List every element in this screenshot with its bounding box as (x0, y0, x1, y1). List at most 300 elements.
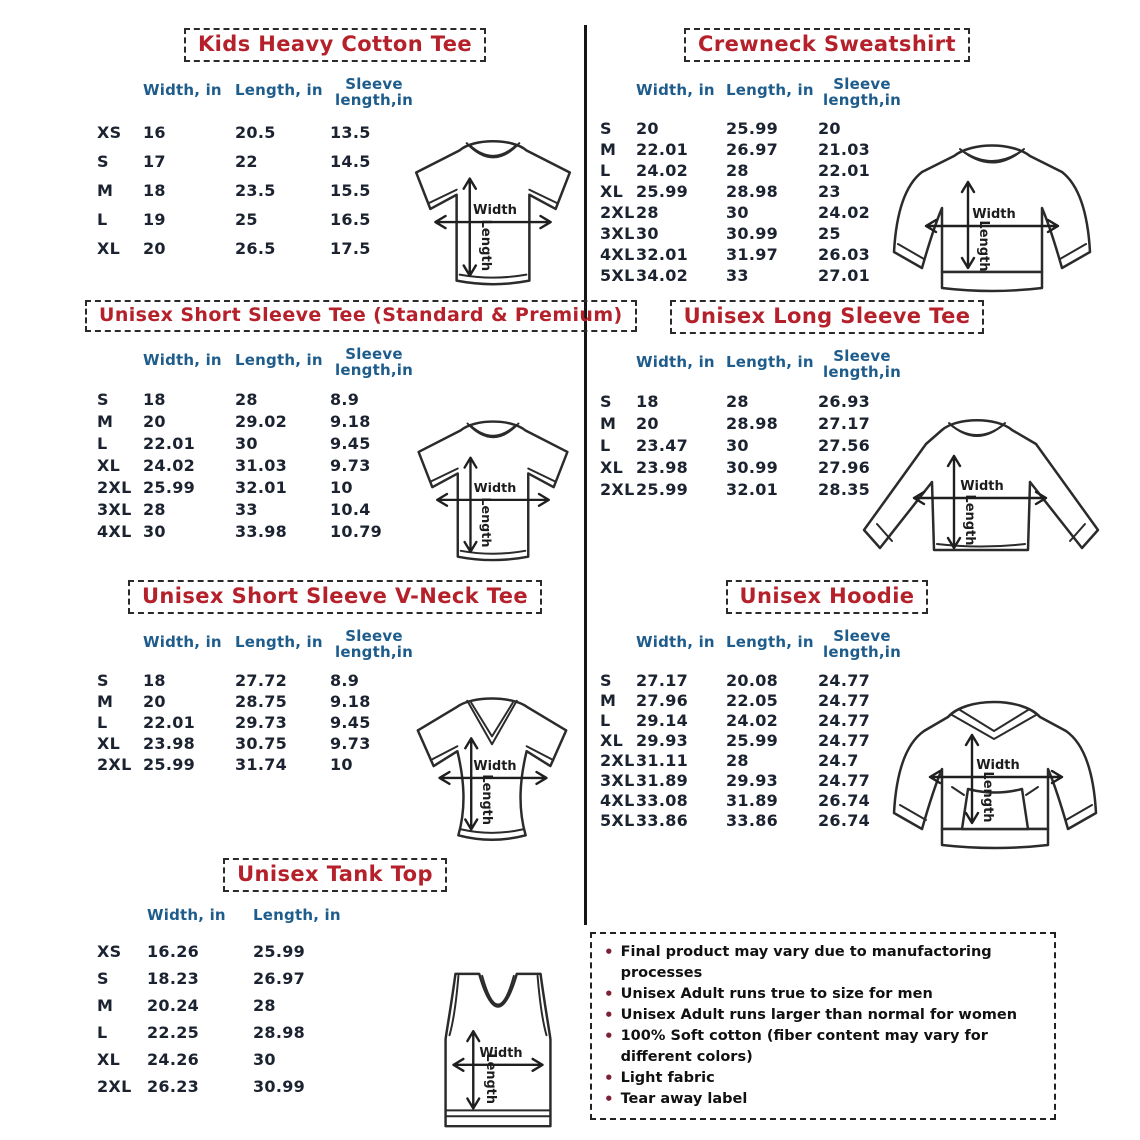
table-row (97, 754, 418, 775)
sleeve-cell: 17.5 (330, 239, 371, 258)
size-cell: 4XL (600, 790, 635, 810)
sleeve-cell: 10.4 (330, 499, 371, 519)
length-label: Length (479, 497, 495, 548)
table-row (97, 234, 418, 263)
size-cell: L (97, 433, 108, 453)
note-item (602, 1068, 1042, 1089)
size-cell: M (97, 692, 114, 711)
size-cell: M (600, 413, 617, 433)
section-title: Unisex Short Sleeve Tee (Standard & Premium) (85, 300, 637, 332)
section-title-row (596, 28, 1122, 62)
width-cell: 24.26 (147, 1050, 200, 1069)
width-label: Width (479, 1045, 523, 1061)
width-cell: 20.24 (147, 996, 200, 1015)
width-cell: 28 (636, 203, 659, 222)
section-title: Crewneck Sweatshirt (684, 28, 970, 62)
size-cell: XL (97, 239, 121, 258)
length-cell: 26.97 (726, 140, 779, 159)
size-table (600, 628, 906, 830)
section-title-row (85, 580, 585, 614)
size-column-header (97, 628, 143, 670)
table-row (600, 710, 906, 730)
table-row (600, 223, 906, 244)
width-column-header: Width, in (636, 81, 715, 99)
bullet-icon: • (604, 1027, 614, 1045)
size-cell: 3XL (600, 770, 635, 790)
note-item (602, 984, 1042, 1005)
section-title-row (596, 300, 1122, 334)
length-cell: 28.98 (726, 413, 779, 433)
length-cell: 28 (235, 389, 258, 409)
table-row (97, 388, 418, 410)
tank-top-illustration (415, 960, 581, 1140)
length-cell: 31.97 (726, 245, 779, 264)
width-cell: 20 (143, 411, 166, 431)
length-cell: 33.86 (726, 810, 779, 830)
width-cell: 22.01 (636, 140, 689, 159)
size-cell: 2XL (97, 1077, 132, 1096)
crewneck-sweatshirt-illustration (864, 128, 1120, 314)
table-row (600, 730, 906, 750)
length-cell: 26.5 (235, 239, 276, 258)
size-cell: 5XL (600, 266, 635, 285)
short-sleeve-tee-illustration (400, 404, 586, 584)
size-column-header (600, 76, 636, 118)
table-row (97, 992, 363, 1019)
length-cell: 33 (235, 499, 258, 519)
length-column-header: Length, in (235, 81, 323, 99)
width-column-header: Width, in (147, 906, 226, 924)
table-row (97, 410, 418, 432)
table-row (600, 118, 906, 139)
section-unisex-vneck-tee (85, 580, 585, 856)
length-cell: 30.99 (726, 224, 779, 243)
length-cell: 25.99 (253, 942, 306, 961)
hoodie-waistband (942, 829, 1048, 848)
size-cell: 2XL (97, 755, 132, 774)
width-cell: 33.08 (636, 790, 689, 810)
width-cell: 22.01 (143, 713, 196, 732)
bullet-icon: • (604, 985, 614, 1003)
note-text: Unisex Adult runs larger than normal for women (620, 1007, 1018, 1023)
section-unisex-long-sleeve-tee (596, 300, 1122, 576)
length-cell: 28 (726, 391, 749, 411)
note-text: 100% Soft cotton (fiber content may vary for different colors) (620, 1028, 988, 1065)
length-cell: 30 (726, 203, 749, 222)
length-cell: 28 (253, 996, 276, 1015)
sleeve-cell: 9.18 (330, 411, 371, 431)
note-text: Light fabric (620, 1070, 715, 1086)
width-cell: 24.02 (636, 161, 689, 180)
length-cell: 28 (726, 161, 749, 180)
size-cell: XS (97, 942, 122, 961)
width-cell: 25.99 (636, 182, 689, 201)
bullet-icon: • (604, 1090, 614, 1108)
length-label: Length (483, 1053, 499, 1104)
size-cell: 2XL (600, 203, 635, 222)
sleeve-column-header: Sleeve length,in (335, 627, 413, 661)
table-row (97, 118, 418, 147)
width-cell: 25.99 (143, 755, 196, 774)
size-cell: 4XL (600, 245, 635, 264)
width-cell: 28 (143, 499, 166, 519)
length-cell: 24.02 (726, 710, 779, 730)
sleeve-column-header: Sleeve length,in (335, 345, 413, 379)
sleeve-cell: 24.77 (818, 770, 871, 790)
sleeve-cell: 15.5 (330, 181, 371, 200)
size-cell: XL (97, 1050, 121, 1069)
length-cell: 30.75 (235, 734, 288, 753)
length-cell: 31.74 (235, 755, 288, 774)
length-cell: 30 (253, 1050, 276, 1069)
table-row (600, 265, 906, 286)
length-cell: 30.99 (726, 457, 779, 477)
table-header (600, 628, 906, 670)
size-cell: L (97, 1023, 108, 1042)
width-cell: 17 (143, 152, 166, 171)
sleeve-cell: 26.03 (818, 245, 871, 264)
table-row (97, 498, 418, 520)
size-cell: M (600, 140, 617, 159)
width-column-header: Width, in (143, 81, 222, 99)
bullet-icon: • (604, 1006, 614, 1024)
length-column-header: Length, in (235, 351, 323, 369)
table-header (97, 906, 363, 938)
width-cell: 29.93 (636, 730, 689, 750)
table-row (97, 733, 418, 754)
length-column-header: Length, in (253, 906, 341, 924)
section-unisex-tank-top (85, 858, 585, 1138)
size-cell: L (600, 161, 611, 180)
width-cell: 32.01 (636, 245, 689, 264)
width-cell: 31.89 (636, 770, 689, 790)
note-item (602, 1026, 1042, 1068)
length-cell: 31.89 (726, 790, 779, 810)
size-table (97, 906, 363, 1100)
section-title: Unisex Short Sleeve V-Neck Tee (128, 580, 542, 614)
size-cell: 2XL (600, 479, 635, 499)
table-row (600, 244, 906, 265)
table-row (600, 139, 906, 160)
section-title: Unisex Hoodie (726, 580, 929, 614)
sleeve-cell: 23 (818, 182, 841, 201)
size-cell: S (600, 670, 612, 690)
size-column-header (600, 348, 636, 390)
hoodie-illustration (868, 676, 1120, 876)
size-cell: S (97, 152, 109, 171)
table-row (97, 691, 418, 712)
section-title: Unisex Long Sleeve Tee (670, 300, 985, 334)
size-column-header (97, 76, 143, 118)
sleeve-cell: 21.03 (818, 140, 871, 159)
size-column-header (600, 628, 636, 670)
length-cell: 20.5 (235, 123, 276, 142)
size-cell: XL (600, 457, 624, 477)
width-cell: 30 (636, 224, 659, 243)
size-cell: 2XL (97, 477, 132, 497)
size-cell: XL (600, 182, 624, 201)
length-label: Length (962, 494, 977, 546)
size-column-header (97, 906, 147, 938)
size-cell: XL (97, 734, 121, 753)
length-cell: 28.75 (235, 692, 288, 711)
table-row (97, 1046, 363, 1073)
sleeve-cell: 28.35 (818, 479, 871, 499)
width-cell: 33.86 (636, 810, 689, 830)
width-cell: 20 (143, 692, 166, 711)
width-cell: 25.99 (636, 479, 689, 499)
table-row (97, 1073, 363, 1100)
note-text: Final product may vary due to manufactoring processes (620, 944, 992, 981)
width-cell: 20 (636, 413, 659, 433)
size-cell: M (97, 996, 114, 1015)
sleeve-cell: 27.17 (818, 413, 871, 433)
product-notes-box (590, 932, 1056, 1120)
long-sleeve-tee-illustration (854, 402, 1116, 594)
width-cell: 23.47 (636, 435, 689, 455)
length-cell: 26.97 (253, 969, 306, 988)
width-cell: 18 (143, 389, 166, 409)
size-cell: 4XL (97, 521, 132, 541)
sleeve-column-header: Sleeve length,in (335, 75, 413, 109)
length-cell: 30 (235, 433, 258, 453)
section-crewneck-sweatshirt (596, 28, 1122, 296)
length-cell: 30 (726, 435, 749, 455)
width-cell: 16 (143, 123, 166, 142)
table-header (97, 628, 418, 670)
sleeve-cell: 14.5 (330, 152, 371, 171)
sleeve-cell: 25 (818, 224, 841, 243)
size-cell: 5XL (600, 810, 635, 830)
size-cell: S (97, 969, 109, 988)
sleeve-cell: 10 (330, 477, 353, 497)
length-column-header: Length, in (726, 633, 814, 651)
table-row (600, 690, 906, 710)
size-cell: S (97, 389, 109, 409)
table-header (600, 76, 906, 118)
length-cell: 32.01 (726, 479, 779, 499)
section-unisex-short-sleeve-tee (85, 300, 623, 576)
size-cell: 2XL (600, 750, 635, 770)
sleeve-cell: 16.5 (330, 210, 371, 229)
section-title: Unisex Tank Top (223, 858, 447, 892)
sleeve-cell: 24.77 (818, 730, 871, 750)
length-cell: 30.99 (253, 1077, 306, 1096)
table-row (97, 1019, 363, 1046)
length-cell: 25.99 (726, 119, 779, 138)
width-cell: 18 (143, 181, 166, 200)
table-row (97, 938, 363, 965)
width-cell: 23.98 (143, 734, 196, 753)
width-cell: 30 (143, 521, 166, 541)
sleeve-cell: 22.01 (818, 161, 871, 180)
size-cell: 3XL (97, 499, 132, 519)
sleeve-cell: 27.56 (818, 435, 871, 455)
note-text: Unisex Adult runs true to size for men (620, 986, 933, 1002)
size-cell: XL (600, 730, 624, 750)
size-cell: L (97, 210, 108, 229)
size-cell: M (97, 181, 114, 200)
bullet-icon: • (604, 943, 614, 961)
width-cell: 23.98 (636, 457, 689, 477)
size-table (97, 76, 418, 263)
sleeve-cell: 10 (330, 755, 353, 774)
size-cell: XS (97, 123, 122, 142)
sleeve-cell: 26.93 (818, 391, 871, 411)
sleeve-cell: 26.74 (818, 790, 871, 810)
table-row (600, 202, 906, 223)
length-cell: 29.93 (726, 770, 779, 790)
table-row (97, 712, 418, 733)
table-row (97, 432, 418, 454)
length-label: Length (980, 771, 995, 823)
length-cell: 28.98 (726, 182, 779, 201)
sleeve-cell: 24.02 (818, 203, 871, 222)
size-cell: 3XL (600, 224, 635, 243)
note-item (602, 1089, 1042, 1110)
sleeve-cell: 8.9 (330, 671, 360, 690)
length-cell: 32.01 (235, 477, 288, 497)
table-row (97, 520, 418, 542)
width-cell: 18.23 (147, 969, 200, 988)
size-cell: L (600, 710, 611, 730)
sleeve-cell: 9.45 (330, 713, 371, 732)
size-cell: L (600, 435, 611, 455)
width-label: Width (473, 202, 518, 218)
size-cell: L (97, 713, 108, 732)
size-table (97, 346, 418, 542)
length-cell: 23.5 (235, 181, 276, 200)
size-cell: M (600, 690, 617, 710)
sleeve-cell: 24.77 (818, 710, 871, 730)
width-cell: 27.17 (636, 670, 689, 690)
length-cell: 25 (235, 210, 258, 229)
table-header (97, 76, 418, 118)
length-cell: 28 (726, 750, 749, 770)
table-row (97, 205, 418, 234)
width-label: Width (960, 479, 1004, 494)
sleeve-cell: 9.73 (330, 734, 371, 753)
table-header (600, 348, 906, 390)
width-label: Width (473, 759, 517, 775)
length-cell: 20.08 (726, 670, 779, 690)
width-cell: 22.25 (147, 1023, 200, 1042)
table-row (600, 790, 906, 810)
sleeve-column-header: Sleeve length,in (823, 627, 901, 661)
table-row (600, 670, 906, 690)
table-row (97, 147, 418, 176)
section-title-row (596, 580, 1122, 614)
size-cell: S (97, 671, 109, 690)
width-label: Width (473, 480, 517, 496)
length-cell: 27.72 (235, 671, 288, 690)
table-row (600, 181, 906, 202)
table-row (600, 160, 906, 181)
width-label: Width (972, 207, 1016, 222)
length-cell: 25.99 (726, 730, 779, 750)
note-item (602, 1005, 1042, 1026)
length-column-header: Length, in (235, 633, 323, 651)
sleeve-cell: 24.7 (818, 750, 859, 770)
sweatshirt-waistband (942, 272, 1042, 291)
table-row (97, 476, 418, 498)
sleeve-cell: 8.9 (330, 389, 360, 409)
width-column-header: Width, in (636, 633, 715, 651)
length-column-header: Length, in (726, 353, 814, 371)
section-title-row (85, 300, 623, 332)
table-header (97, 346, 418, 388)
size-cell: S (600, 391, 612, 411)
size-cell: M (97, 411, 114, 431)
sleeve-cell: 27.96 (818, 457, 871, 477)
table-row (97, 176, 418, 205)
sleeve-cell: 24.77 (818, 690, 871, 710)
sleeve-cell: 27.01 (818, 266, 871, 285)
table-row (600, 770, 906, 790)
table-row (600, 810, 906, 830)
width-cell: 34.02 (636, 266, 689, 285)
length-label: Length (477, 219, 493, 272)
width-cell: 26.23 (147, 1077, 200, 1096)
section-title-row (85, 858, 585, 892)
note-text: Tear away label (620, 1091, 748, 1107)
length-cell: 22 (235, 152, 258, 171)
size-column-header (97, 346, 143, 388)
width-cell: 24.02 (143, 455, 196, 475)
width-cell: 20 (143, 239, 166, 258)
table-row (97, 670, 418, 691)
sleeve-cell: 24.77 (818, 670, 871, 690)
sleeve-column-header: Sleeve length,in (823, 75, 901, 109)
table-row (97, 454, 418, 476)
sleeve-cell: 20 (818, 119, 841, 138)
width-cell: 31.11 (636, 750, 689, 770)
width-cell: 29.14 (636, 710, 689, 730)
width-cell: 22.01 (143, 433, 196, 453)
width-column-header: Width, in (143, 633, 222, 651)
width-cell: 18 (636, 391, 659, 411)
width-column-header: Width, in (636, 353, 715, 371)
table-row (97, 965, 363, 992)
width-cell: 27.96 (636, 690, 689, 710)
sleeve-cell: 13.5 (330, 123, 371, 142)
length-cell: 29.73 (235, 713, 288, 732)
section-title: Kids Heavy Cotton Tee (184, 28, 486, 62)
section-kids-heavy-cotton-tee (85, 28, 585, 296)
section-title-row (85, 28, 585, 62)
sleeve-cell: 9.45 (330, 433, 371, 453)
size-table (97, 628, 418, 775)
sleeve-cell: 10.79 (330, 521, 383, 541)
width-cell: 20 (636, 119, 659, 138)
bullet-icon: • (604, 1069, 614, 1087)
section-unisex-hoodie (596, 580, 1122, 856)
size-cell: S (600, 119, 612, 138)
size-cell: XL (97, 455, 121, 475)
length-cell: 33 (726, 266, 749, 285)
length-column-header: Length, in (726, 81, 814, 99)
sleeve-cell: 9.18 (330, 692, 371, 711)
sleeve-cell: 9.73 (330, 455, 371, 475)
length-cell: 28.98 (253, 1023, 306, 1042)
sleeve-cell: 26.74 (818, 810, 871, 830)
note-item (602, 942, 1042, 984)
vneck-tee-illustration (398, 680, 586, 862)
length-cell: 31.03 (235, 455, 288, 475)
length-label: Length (479, 774, 495, 825)
length-cell: 33.98 (235, 521, 288, 541)
table-row (600, 750, 906, 770)
